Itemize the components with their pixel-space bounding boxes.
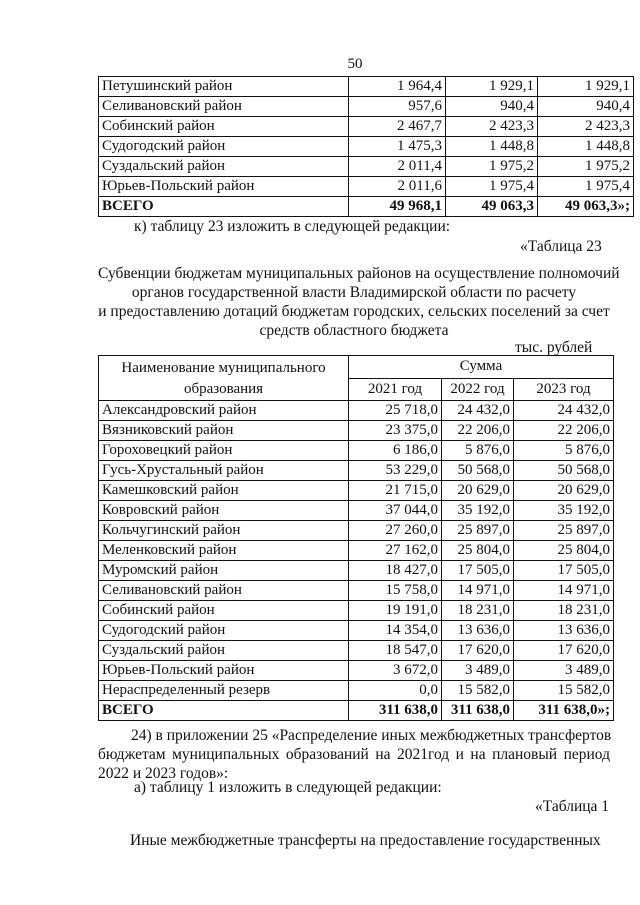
row-name: Камешковский район bbox=[99, 481, 349, 501]
value-2022: 1 975,2 bbox=[446, 157, 538, 177]
paragraph-24-line-2: бюджетам муниципальных образований на 2021год и на плановый период bbox=[98, 746, 610, 763]
paragraph-24-line-1: 24) в приложении 25 «Распределение иных межбюджетных трансфертов bbox=[131, 727, 612, 744]
table-23-label: «Таблица 23 bbox=[520, 238, 602, 255]
table-row bbox=[99, 501, 614, 521]
value-2022: 13 636,0 bbox=[442, 621, 514, 641]
value-2023: 25 804,0 bbox=[514, 541, 614, 561]
row-name: Суздальский район bbox=[99, 157, 349, 177]
value-2021: 0,0 bbox=[349, 681, 442, 701]
value-2021: 21 715,0 bbox=[349, 481, 442, 501]
instruction-k: к) таблицу 23 изложить в следующей редакции: bbox=[134, 218, 451, 235]
value-2022: 3 489,0 bbox=[442, 661, 514, 681]
row-name: Петушинский район bbox=[99, 77, 349, 97]
row-name: Ковровский район bbox=[99, 501, 349, 521]
units-label: тыс. рублей bbox=[515, 339, 593, 356]
value-2021: 37 044,0 bbox=[349, 501, 442, 521]
value-2023: 20 629,0 bbox=[514, 481, 614, 501]
table-row bbox=[99, 441, 614, 461]
value-2022: 50 568,0 bbox=[442, 461, 514, 481]
table-row bbox=[99, 601, 614, 621]
value-2021: 27 162,0 bbox=[349, 541, 442, 561]
row-name: Селивановский район bbox=[99, 581, 349, 601]
total-label: ВСЕГО bbox=[99, 701, 349, 721]
column-header-2021: 2021 год bbox=[349, 378, 442, 401]
table-row bbox=[99, 401, 614, 421]
value-2022: 22 206,0 bbox=[442, 421, 514, 441]
value-2023: 940,4 bbox=[538, 97, 634, 117]
value-2023: 1 975,2 bbox=[538, 157, 634, 177]
column-header-sum: Сумма bbox=[349, 356, 614, 379]
total-row bbox=[99, 701, 614, 721]
row-name: Судогодский район bbox=[99, 137, 349, 157]
value-2022: 1 975,4 bbox=[446, 177, 538, 197]
value-2021: 27 260,0 bbox=[349, 521, 442, 541]
value-2021: 14 354,0 bbox=[349, 621, 442, 641]
value-2022: 14 971,0 bbox=[442, 581, 514, 601]
total-2021: 311 638,0 bbox=[349, 701, 442, 721]
value-2023: 22 206,0 bbox=[514, 421, 614, 441]
column-header-2022: 2022 год bbox=[442, 378, 514, 401]
table-row bbox=[99, 97, 634, 117]
table-row bbox=[99, 661, 614, 681]
value-2023: 15 582,0 bbox=[514, 681, 614, 701]
paragraph-24-line-3: 2022 и 2023 годов»: bbox=[98, 765, 229, 782]
value-2023: 35 192,0 bbox=[514, 501, 614, 521]
value-2021: 1 964,4 bbox=[349, 77, 446, 97]
value-2021: 3 672,0 bbox=[349, 661, 442, 681]
value-2021: 2 011,4 bbox=[349, 157, 446, 177]
row-name: Александровский район bbox=[99, 401, 349, 421]
table-row bbox=[99, 157, 634, 177]
value-2022: 24 432,0 bbox=[442, 401, 514, 421]
value-2022: 25 897,0 bbox=[442, 521, 514, 541]
value-2022: 35 192,0 bbox=[442, 501, 514, 521]
instruction-a: а) таблицу 1 изложить в следующей редакции: bbox=[134, 779, 442, 796]
value-2021: 6 186,0 bbox=[349, 441, 442, 461]
value-2023: 17 620,0 bbox=[514, 641, 614, 661]
row-name: Гусь-Хрустальный район bbox=[99, 461, 349, 481]
value-2021: 2 011,6 bbox=[349, 177, 446, 197]
row-name: Юрьев-Польский район bbox=[99, 661, 349, 681]
value-2022: 20 629,0 bbox=[442, 481, 514, 501]
value-2021: 15 758,0 bbox=[349, 581, 442, 601]
value-2021: 19 191,0 bbox=[349, 601, 442, 621]
value-2023: 2 423,3 bbox=[538, 117, 634, 137]
table-row bbox=[99, 421, 614, 441]
table-row bbox=[99, 561, 614, 581]
table-row bbox=[99, 117, 634, 137]
heading-line-2: органов государственной власти Владимирской области по расчету bbox=[131, 284, 577, 301]
value-2023: 18 231,0 bbox=[514, 601, 614, 621]
row-name: Собинский район bbox=[99, 601, 349, 621]
subventions-table bbox=[98, 355, 614, 721]
total-row bbox=[99, 197, 634, 217]
value-2023: 1 929,1 bbox=[538, 77, 634, 97]
value-2023: 24 432,0 bbox=[514, 401, 614, 421]
value-2021: 957,6 bbox=[349, 97, 446, 117]
value-2023: 17 505,0 bbox=[514, 561, 614, 581]
value-2021: 53 229,0 bbox=[349, 461, 442, 481]
table-row bbox=[99, 521, 614, 541]
value-2021: 23 375,0 bbox=[349, 421, 442, 441]
value-2022: 18 231,0 bbox=[442, 601, 514, 621]
table-row bbox=[99, 541, 614, 561]
value-2022: 5 876,0 bbox=[442, 441, 514, 461]
table-row bbox=[99, 177, 634, 197]
value-2023: 3 489,0 bbox=[514, 661, 614, 681]
table-row bbox=[99, 77, 634, 97]
table-row bbox=[99, 641, 614, 661]
row-name: Собинский район bbox=[99, 117, 349, 137]
row-name: Селивановский район bbox=[99, 97, 349, 117]
heading-line-4: средств областного бюджета bbox=[259, 322, 449, 339]
value-2023: 50 568,0 bbox=[514, 461, 614, 481]
value-2022: 25 804,0 bbox=[442, 541, 514, 561]
table-row bbox=[99, 621, 614, 641]
total-2023: 49 063,3»; bbox=[538, 197, 634, 217]
column-header-name: Наименование муниципального образования bbox=[99, 356, 349, 401]
heading-line-1: Субвенции бюджетам муниципальных районов на осуществление полномочий bbox=[98, 265, 620, 282]
page-number: 50 bbox=[347, 56, 363, 72]
value-2021: 1 475,3 bbox=[349, 137, 446, 157]
row-name: Судогодский район bbox=[99, 621, 349, 641]
value-2023: 5 876,0 bbox=[514, 441, 614, 461]
table-row bbox=[99, 681, 614, 701]
row-name: Вязниковский район bbox=[99, 421, 349, 441]
top-table bbox=[98, 76, 634, 217]
table-row bbox=[99, 461, 614, 481]
row-name: Гороховецкий район bbox=[99, 441, 349, 461]
bottom-heading: Иные межбюджетные трансферты на предоставление государственных bbox=[130, 832, 601, 849]
column-header-2023: 2023 год bbox=[514, 378, 614, 401]
heading-line-3: и предоставлению дотаций бюджетам городских, сельских поселений за счет bbox=[98, 303, 610, 320]
total-2021: 49 968,1 bbox=[349, 197, 446, 217]
total-2023: 311 638,0»; bbox=[514, 701, 614, 721]
row-name: Нераспределенный резерв bbox=[99, 681, 349, 701]
total-label: ВСЕГО bbox=[99, 197, 349, 217]
value-2022: 2 423,3 bbox=[446, 117, 538, 137]
value-2023: 1 448,8 bbox=[538, 137, 634, 157]
table-row bbox=[99, 581, 614, 601]
row-name: Муромский район bbox=[99, 561, 349, 581]
row-name: Юрьев-Польский район bbox=[99, 177, 349, 197]
row-name: Меленковский район bbox=[99, 541, 349, 561]
value-2022: 1 929,1 bbox=[446, 77, 538, 97]
value-2023: 13 636,0 bbox=[514, 621, 614, 641]
table-row bbox=[99, 137, 634, 157]
value-2023: 25 897,0 bbox=[514, 521, 614, 541]
value-2021: 2 467,7 bbox=[349, 117, 446, 137]
value-2023: 1 975,4 bbox=[538, 177, 634, 197]
value-2022: 17 620,0 bbox=[442, 641, 514, 661]
row-name: Кольчугинский район bbox=[99, 521, 349, 541]
value-2021: 18 547,0 bbox=[349, 641, 442, 661]
value-2022: 15 582,0 bbox=[442, 681, 514, 701]
table-row bbox=[99, 481, 614, 501]
value-2021: 18 427,0 bbox=[349, 561, 442, 581]
table-1-label: «Таблица 1 bbox=[535, 798, 610, 815]
total-2022: 49 063,3 bbox=[446, 197, 538, 217]
value-2022: 1 448,8 bbox=[446, 137, 538, 157]
row-name: Суздальский район bbox=[99, 641, 349, 661]
value-2023: 14 971,0 bbox=[514, 581, 614, 601]
value-2022: 940,4 bbox=[446, 97, 538, 117]
value-2021: 25 718,0 bbox=[349, 401, 442, 421]
total-2022: 311 638,0 bbox=[442, 701, 514, 721]
value-2022: 17 505,0 bbox=[442, 561, 514, 581]
